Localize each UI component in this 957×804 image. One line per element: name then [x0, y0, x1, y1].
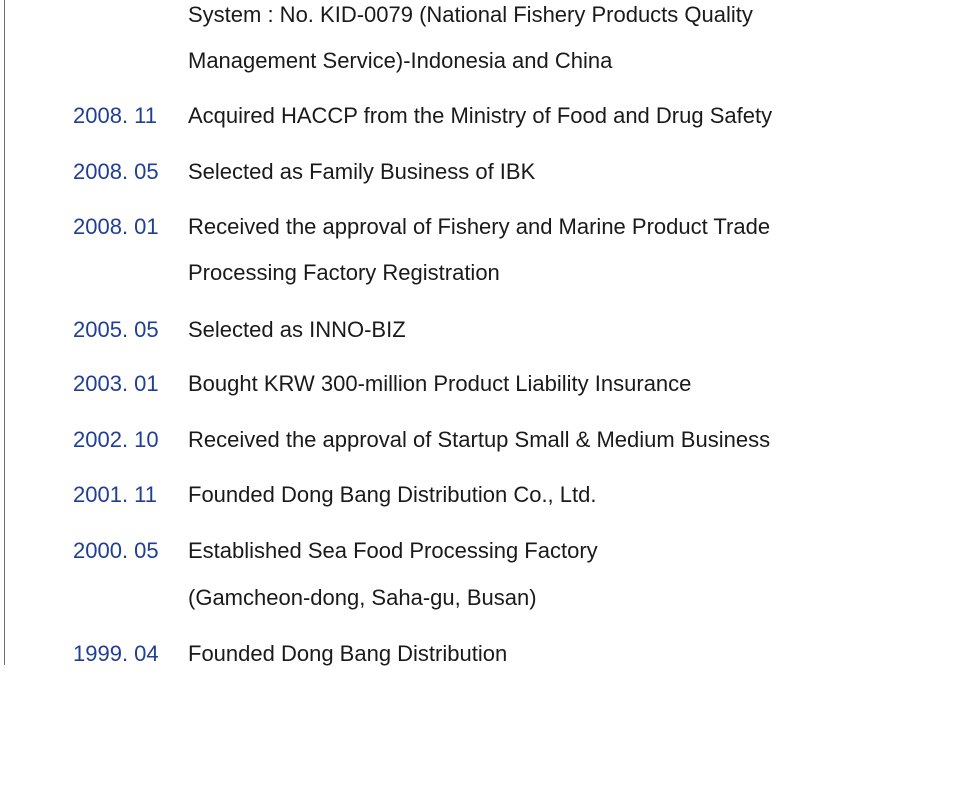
- timeline-rule: [4, 0, 5, 665]
- history-entry-text: (Gamcheon-dong, Saha-gu, Busan): [188, 585, 537, 610]
- history-entry-text: Selected as Family Business of IBK: [188, 159, 536, 184]
- history-entry-text: Received the approval of Startup Small & Medium Business: [188, 427, 771, 452]
- history-entry-date: 2003. 01: [73, 371, 159, 396]
- history-entry-text: Established Sea Food Processing Factory: [188, 538, 598, 563]
- history-entry-date: 2001. 11: [73, 482, 158, 507]
- history-entry-text: Management Service)-Indonesia and China: [188, 48, 613, 73]
- history-entry-text: Selected as INNO-BIZ: [188, 317, 406, 342]
- history-entry-date: 2005. 05: [73, 317, 159, 342]
- history-entry-text: Processing Factory Registration: [188, 260, 500, 285]
- history-entry-text: Received the approval of Fishery and Marine Product Trade: [188, 214, 771, 239]
- history-entry-text: System : No. KID-0079 (National Fishery Products Quality: [188, 2, 753, 27]
- history-entry-text: Acquired HACCP from the Ministry of Food and Drug Safety: [188, 103, 773, 128]
- history-entry-text: Founded Dong Bang Distribution Co., Ltd.: [188, 482, 597, 507]
- history-entry-date: 2008. 01: [73, 214, 159, 239]
- history-entry-text: Bought KRW 300-million Product Liability Insurance: [188, 371, 692, 396]
- history-entry-date: 1999. 04: [73, 641, 159, 666]
- history-entry-date: 2000. 05: [73, 538, 159, 563]
- history-entry-date: 2002. 10: [73, 427, 159, 452]
- history-entry-text: Founded Dong Bang Distribution: [188, 641, 508, 666]
- history-entry-date: 2008. 11: [73, 103, 158, 128]
- history-entry-date: 2008. 05: [73, 159, 159, 184]
